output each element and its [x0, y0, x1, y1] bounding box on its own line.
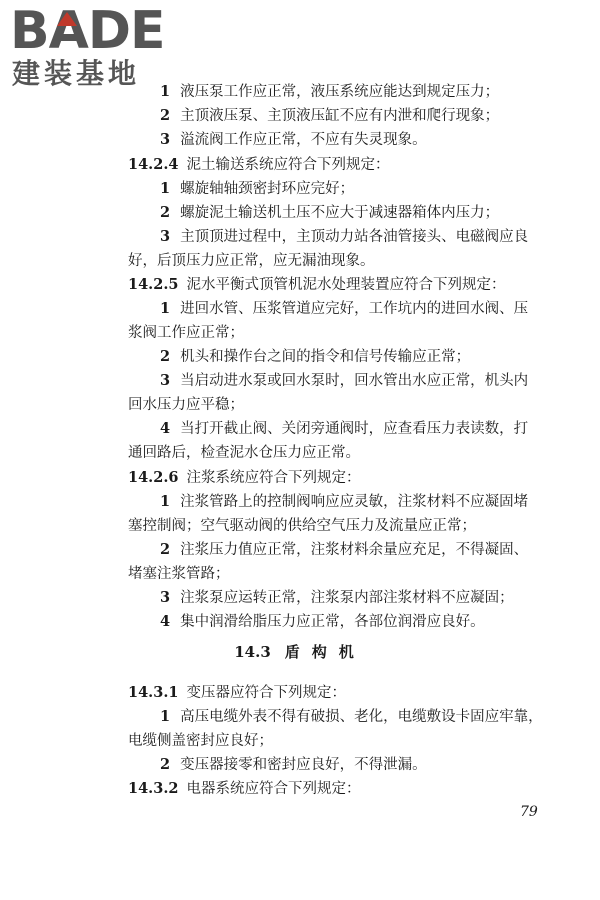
logo-wordmark: BADE	[10, 1, 165, 61]
page-number: 79	[520, 804, 538, 820]
logo-accent-triangle	[57, 12, 77, 26]
list-item: 3 主顶顶进过程中，主顶动力站各油管接头、电磁阀应良	[160, 228, 529, 245]
continuation-line: 通回路后，检查泥水仓压力应正常。	[128, 445, 360, 461]
list-item: 2 主顶液压泵、主顶液压缸不应有内泄和爬行现象；	[160, 107, 500, 124]
continuation-line: 塞控制阀；空气驱动阀的供给空气压力及流量应正常；	[128, 518, 476, 534]
section-line: 14.2.5 泥水平衡式顶管机泥水处理装置应符合下列规定：	[128, 276, 506, 293]
list-item: 3 溢流阀工作应正常，不应有失灵现象。	[160, 131, 427, 148]
list-item: 1 液压泵工作应正常，液压系统应能达到规定压力；	[160, 83, 500, 100]
list-item: 2 机头和操作台之间的指令和信号传输应正常；	[160, 348, 471, 365]
list-item: 4 当打开截止阀、关闭旁通阀时，应查看压力表读数，打	[160, 420, 529, 437]
list-item: 1 注浆管路上的控制阀响应应灵敏，注浆材料不应凝固堵	[160, 493, 529, 510]
bade-logo	[10, 1, 175, 90]
list-item: 2 注浆压力值应正常，注浆材料余量应充足，不得凝固、	[160, 541, 529, 558]
list-item: 1 高压电缆外表不得有破损、老化，电缆敷设卡固应牢靠，	[160, 708, 543, 725]
continuation-line: 电缆侧盖密封应良好；	[128, 733, 273, 749]
continuation-line: 好，后顶压力应正常，应无漏油现象。	[128, 253, 375, 269]
list-item: 4 集中润滑给脂压力应正常，各部位润滑应良好。	[160, 613, 485, 630]
section-line: 14.3.1 变压器应符合下列规定：	[128, 684, 346, 701]
section-heading: 14.3 盾构机	[234, 643, 366, 661]
continuation-line: 回水压力应平稳；	[128, 397, 244, 413]
section-line: 14.3.2 电器系统应符合下列规定：	[128, 780, 361, 797]
list-item: 2 变压器接零和密封应良好，不得泄漏。	[160, 756, 427, 773]
list-item: 3 当启动进水泵或回水泵时，回水管出水应正常，机头内	[160, 372, 529, 389]
section-line: 14.2.6 注浆系统应符合下列规定：	[128, 469, 361, 486]
list-item: 1 螺旋轴轴颈密封环应完好；	[160, 180, 355, 197]
continuation-line: 堵塞注浆管路；	[128, 566, 230, 582]
list-item: 3 注浆泵应运转正常，注浆泵内部注浆材料不应凝固；	[160, 589, 514, 606]
section-line: 14.2.4 泥土输送系统应符合下列规定：	[128, 156, 390, 173]
logo-subtitle: 建装基地	[12, 57, 141, 90]
list-item: 2 螺旋泥土输送机土压不应大于减速器箱体内压力；	[160, 204, 500, 221]
list-item: 1 进回水管、压浆管道应完好，工作坑内的进回水阀、压	[160, 300, 529, 317]
continuation-line: 浆阀工作应正常；	[128, 325, 244, 341]
